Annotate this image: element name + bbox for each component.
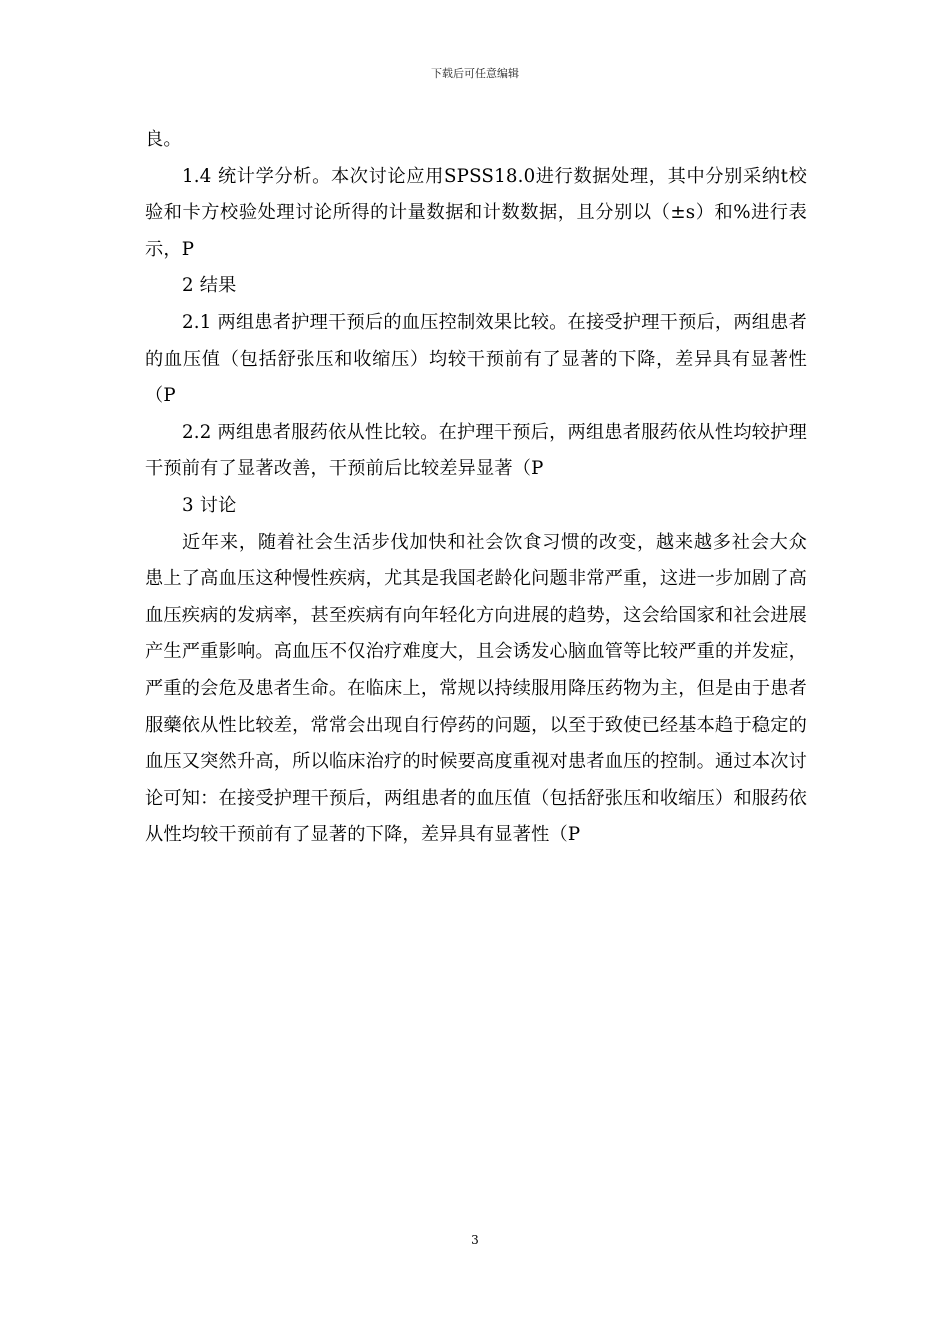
- document-body: [145, 122, 807, 854]
- paragraph-blood-pressure-comparison: 2.1 两组患者护理干预后的血压控制效果比较。在接受护理干预后，两组患者的血压值（包括舒张压和收缩压）均较干预前有了显著的下降，差异具有显著性（P: [145, 311, 807, 407]
- paragraph-continuation: 良。: [145, 129, 182, 150]
- section-heading-discussion: 3 讨论: [182, 494, 237, 516]
- page-header: 下载后可任意编辑: [431, 67, 519, 80]
- section-heading-results: 2 结果: [182, 275, 237, 297]
- paragraph-discussion: 近年来，随着社会生活步伐加快和社会饮食习惯的改变，越来越多社会大众患上了高血压这种慢性疾病，尤其是我国老龄化问题非常严重，这进一步加剧了高血压疾病的发病率，甚至疾病有向年轻化方向进展的趋势，这会给国家和社会进展产生严重影响。高血压不仅治疗难度大，且会诱发心脑血管等比较严重的并发症，严重的会危及患者生命。在临床上，常规以持续服用降压药物为主，但是由于患者服藥依从性比较差，常常会出现自行停药的问题，以至于致使已经基本趋于稳定的血压又突然升高，所以临床治疗的时候要高度重视对患者血压的控制。通过本次讨论可知：在接受护理干预后，两组患者的血压值（包括舒张压和收缩压）和服药依从性均较干预前有了显著的下降，差异具有显著性（P: [145, 531, 807, 846]
- paragraph-statistical-analysis: 1.4 统计学分析。本次讨论应用SPSS18.0进行数据处理，其中分别采纳t校验和卡方校验处理讨论所得的计量数据和计数数据，且分别以（±s）和%进行表示，P: [145, 165, 807, 260]
- paragraph-medication-compliance: 2.2 两组患者服药依从性比较。在护理干预后，两组患者服药依从性均较护理干预前有了显著改善，干预前后比较差异显著（P: [145, 421, 807, 480]
- page-number: 3: [471, 1233, 479, 1247]
